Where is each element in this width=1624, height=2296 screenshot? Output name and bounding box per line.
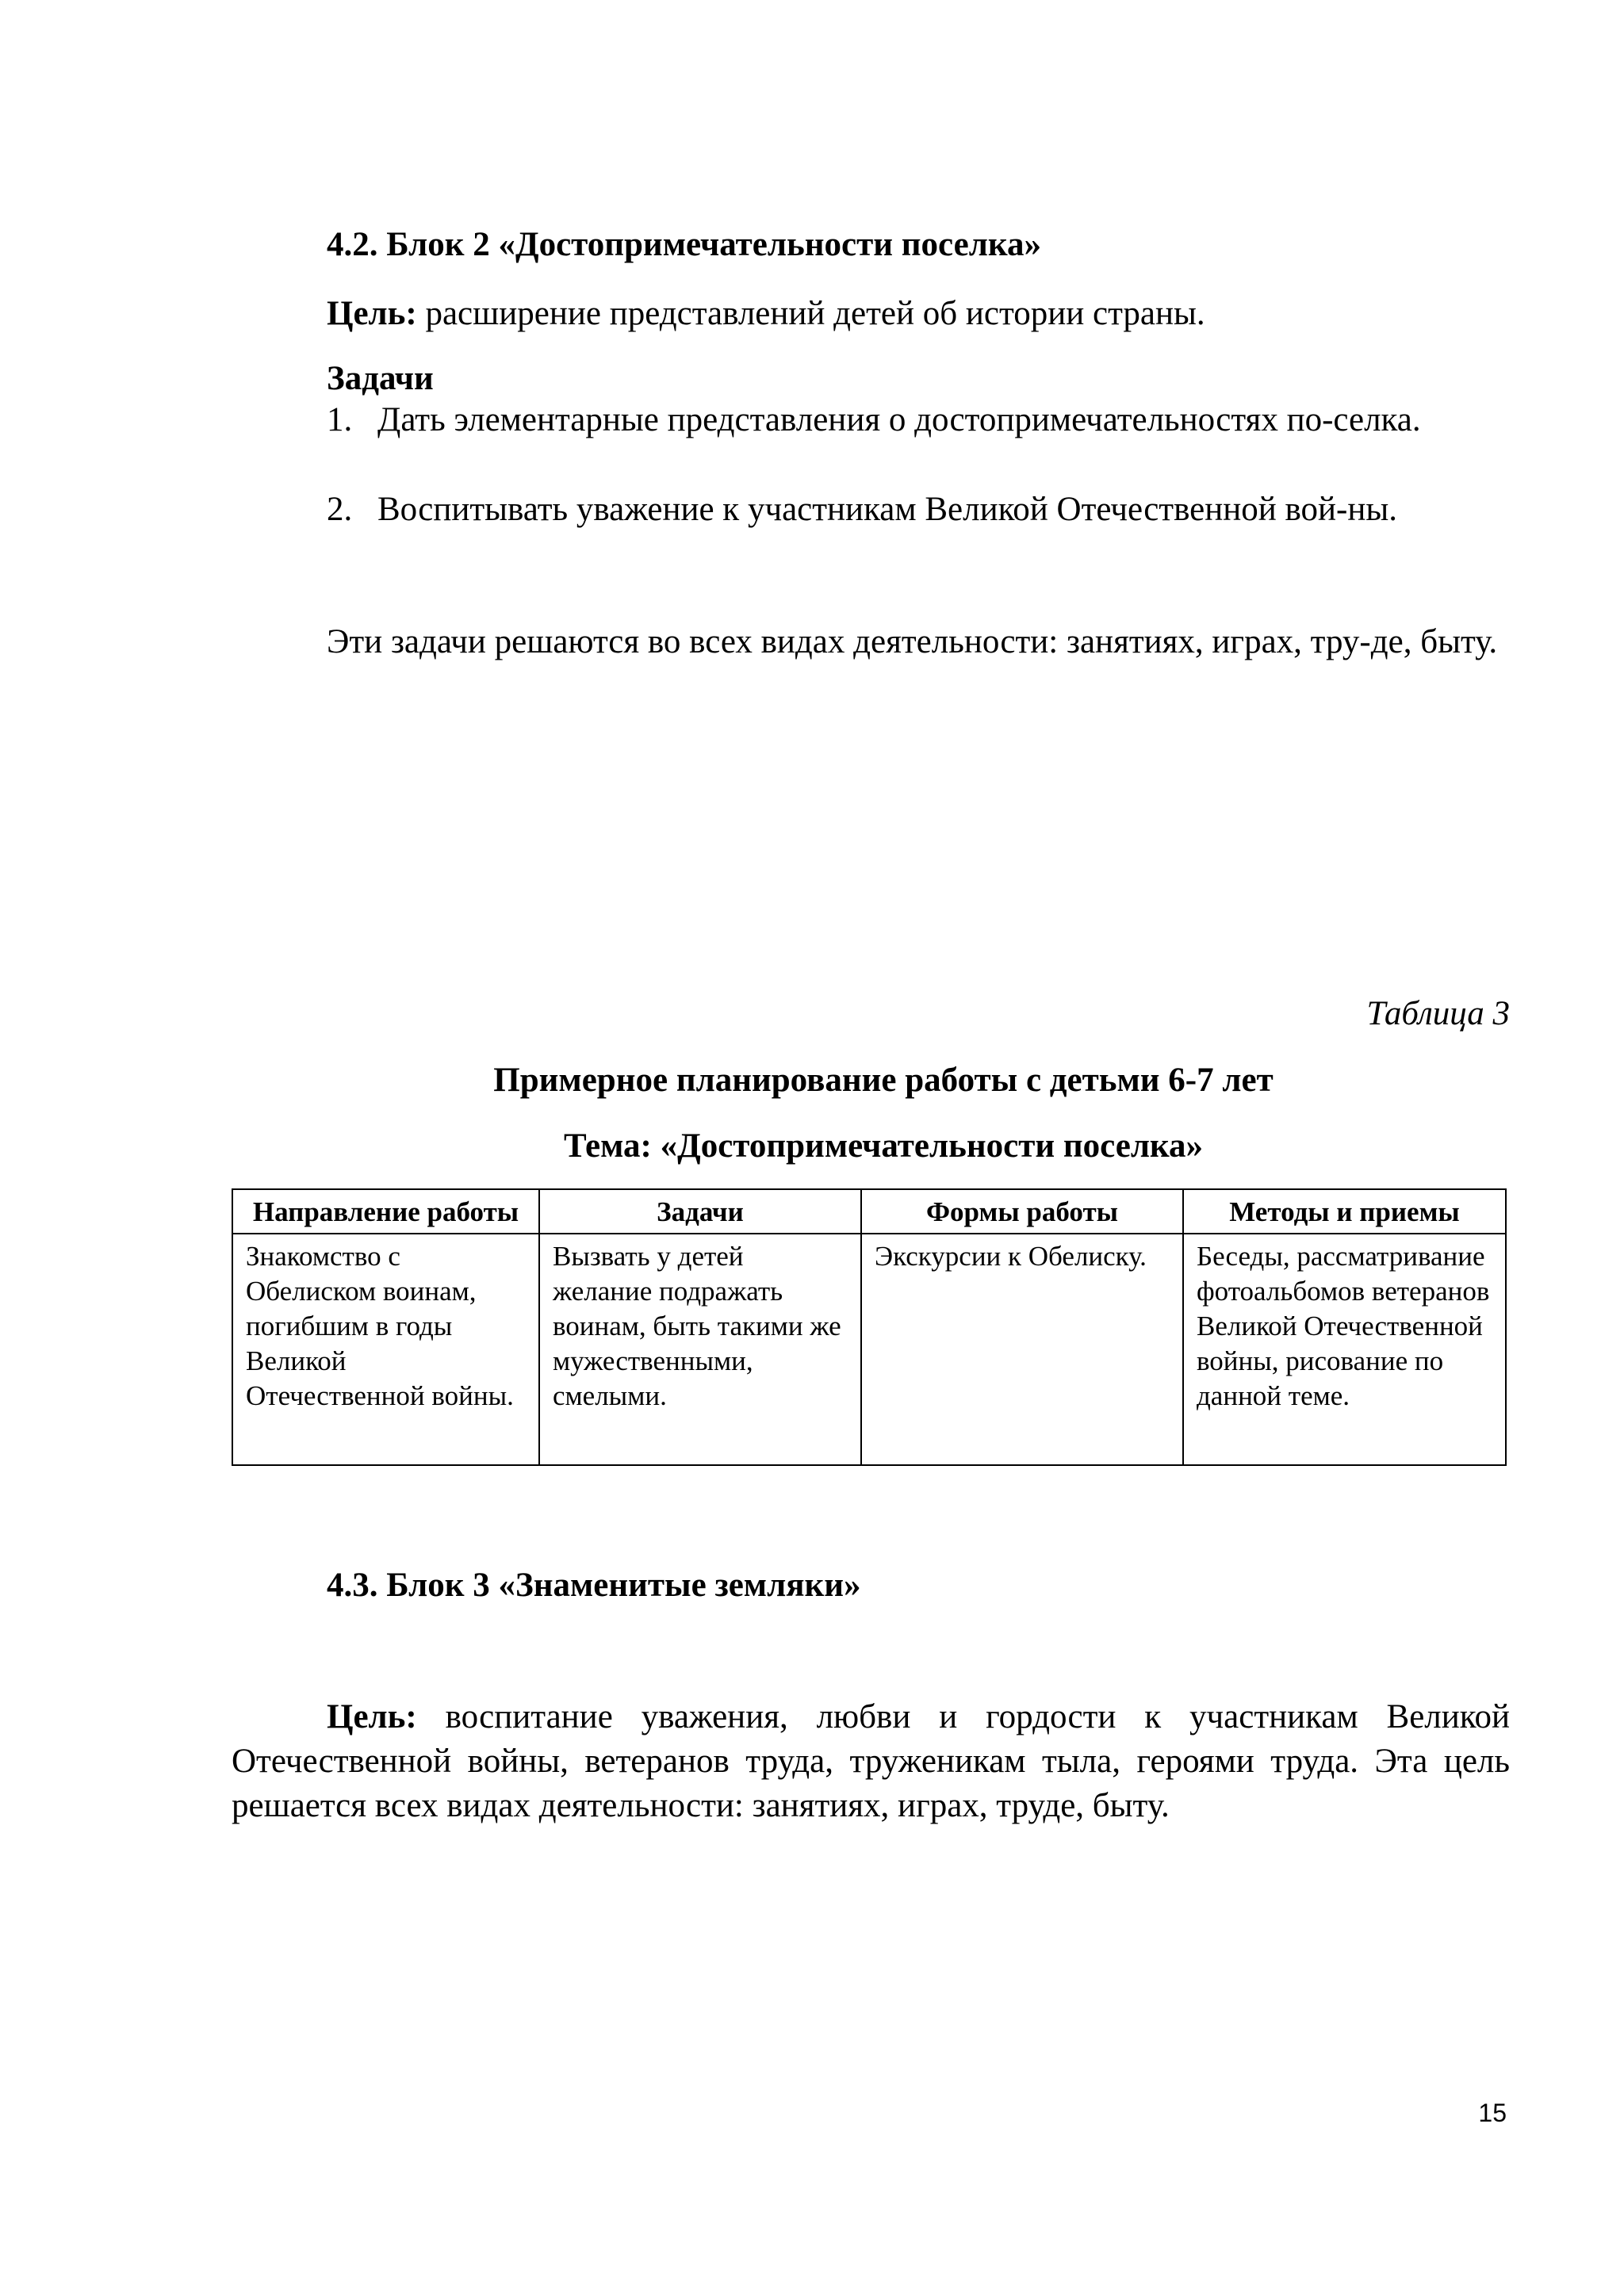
table-cell: Знакомство с Обелиском воинам, погибшим в годы Великой Отечественной войны. [232, 1234, 539, 1465]
column-header: Задачи [539, 1189, 861, 1234]
tasks-heading: Задачи [327, 360, 434, 397]
table-row [232, 1234, 1506, 1465]
list-item-text: Дать элементарные представления о достопримечательностях по-селка. [377, 401, 1421, 438]
goal-label: Цель: [327, 295, 417, 332]
list-item-text: Воспитывать уважение к участникам Великой Отечественной вой-ны. [377, 491, 1397, 528]
planning-table [232, 1188, 1507, 1466]
column-header: Формы работы [861, 1189, 1183, 1234]
column-header: Направление работы [232, 1189, 539, 1234]
goal-text: воспитание уважения, любви и гордости к участникам Великой Отечественной войны, ветеранов труда, труженикам тыла, героями труда. Эта цель решается всех видах деятельности: занятиях, играх, труде, быту. [232, 1698, 1510, 1824]
section-4-3-title: 4.3. Блок 3 «Знаменитые земляки» [327, 1567, 861, 1604]
section-4-2-note: Эти задачи решаются во всех видах деятельности: занятиях, играх, тру-де, быту. [327, 623, 1498, 660]
section-4-3-goal [232, 1695, 1510, 1828]
list-item [327, 398, 1510, 442]
goal-text: расширение представлений детей об истории страны. [416, 295, 1205, 332]
list-item [327, 488, 1510, 532]
column-header: Методы и приемы [1183, 1189, 1506, 1234]
table-title: Примерное планирование работы с детьми 6-7 лет [493, 1062, 1274, 1099]
section-4-2-title: 4.2. Блок 2 «Достопримечательности поселка» [327, 226, 1041, 263]
list-item-number: 2. [327, 491, 353, 528]
section-4-2-goal [327, 292, 1205, 336]
table-cell: Вызвать у детей желание подражать воинам, быть такими же мужественными, смелыми. [539, 1234, 861, 1465]
table-number-label: Таблица 3 [1366, 995, 1510, 1032]
goal-label: Цель: [327, 1698, 417, 1735]
table-theme: Тема: «Достопримечательности поселка» [563, 1127, 1204, 1165]
table-cell: Беседы, рассматривание фотоальбомов ветеранов Великой Отечественной войны, рисование по данной теме. [1183, 1234, 1506, 1465]
table-cell: Экскурсии к Обелиску. [861, 1234, 1183, 1465]
page-number: 15 [1478, 2099, 1507, 2127]
table-header-row [232, 1189, 1506, 1234]
list-item-number: 1. [327, 401, 353, 438]
